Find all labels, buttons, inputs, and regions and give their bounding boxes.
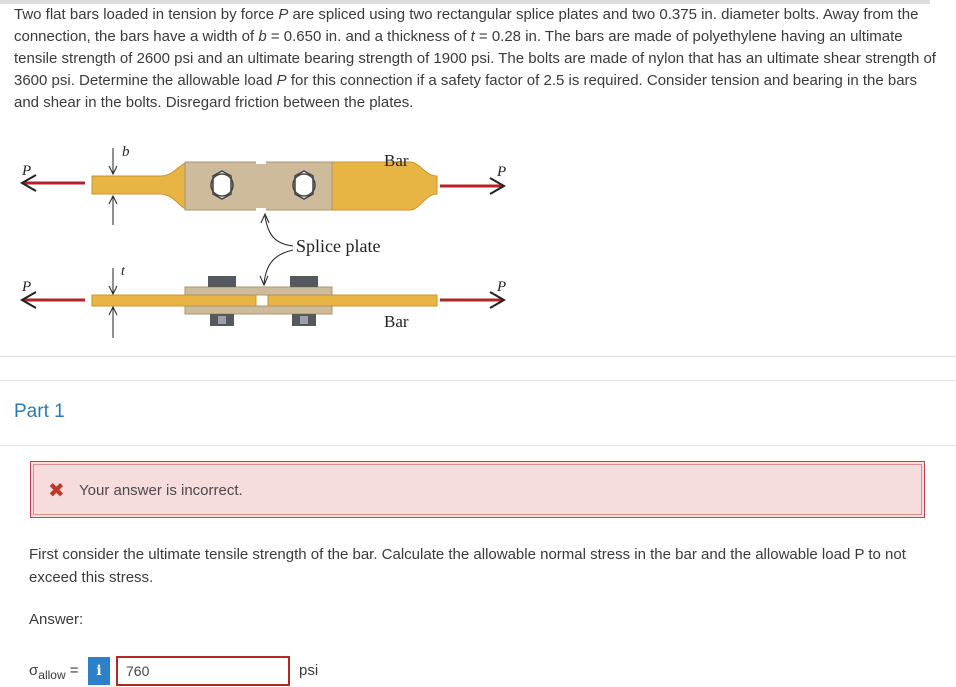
bolt-side-right-nut-hole bbox=[300, 316, 308, 324]
bolt-side-left-head bbox=[208, 276, 236, 287]
bar-side-left bbox=[92, 295, 256, 306]
leader-splice-up bbox=[265, 216, 293, 246]
section-divider bbox=[0, 356, 956, 357]
problem-var-b: b bbox=[258, 28, 267, 45]
part-header-top-border bbox=[0, 380, 956, 381]
bar-side-right bbox=[268, 295, 437, 306]
leader-splice-down bbox=[264, 250, 293, 284]
bar-gap bbox=[256, 158, 266, 164]
answer-input[interactable] bbox=[116, 656, 290, 686]
splice-plate-side-top bbox=[185, 287, 332, 295]
label-bar-bottom: Bar bbox=[384, 312, 409, 331]
alert-message: Your answer is incorrect. bbox=[79, 482, 243, 499]
info-icon[interactable]: i bbox=[88, 657, 110, 685]
problem-text-4: = 0.28 in. The bars are made of polyethylene having an ultimate tensile strength of 2600 psi and an ultimate bearing strength of 1900 psi. The bolts are made of nylon that has an ultimate shear strength of 3600 psi. Determine the allowable load bbox=[14, 28, 936, 89]
problem-text-2: are spliced using two rectangular splice plates and two 0.375 in. diameter bolts. Away from the connection, the bars have a width of bbox=[14, 6, 919, 45]
label-bar-top: Bar bbox=[384, 151, 409, 170]
label-b: b bbox=[122, 144, 130, 160]
problem-statement bbox=[14, 4, 939, 114]
part-header-bottom-border bbox=[0, 445, 956, 446]
label-p-right-bottom: P bbox=[497, 279, 507, 295]
problem-text-3: = 0.650 in. and a thickness of bbox=[266, 28, 471, 45]
sigma-symbol: σ bbox=[29, 662, 39, 679]
splice-plate-side-bottom bbox=[185, 306, 332, 314]
problem-var-t: t bbox=[470, 28, 475, 45]
problem-text-1: Two flat bars loaded in tension by force bbox=[14, 6, 279, 23]
part-title: Part 1 bbox=[14, 401, 65, 422]
sigma-allow-label bbox=[29, 662, 79, 682]
splice-connection-figure bbox=[0, 128, 956, 353]
label-splice-plate: Splice plate bbox=[296, 236, 381, 256]
incorrect-answer-alert bbox=[30, 461, 925, 518]
problem-text-5: for this connection if a safety factor of 2.5 is required. Consider tension and bearing in the bars and shear in the bolts. Disregard friction between the plates. bbox=[14, 72, 918, 111]
bolt-side-right-head bbox=[290, 276, 318, 287]
unit-label: psi bbox=[299, 662, 319, 679]
sigma-equals: = bbox=[65, 662, 79, 679]
label-p-left-top: P bbox=[22, 163, 32, 179]
label-p-right-top: P bbox=[497, 164, 507, 180]
hint-text: First consider the ultimate tensile strength of the bar. Calculate the allowable normal stress in the bar and the allowable load P to not exceed this stress. bbox=[29, 546, 906, 586]
bolt-side-left-nut-hole bbox=[218, 316, 226, 324]
close-x-icon: ✖ bbox=[48, 480, 65, 502]
answer-label: Answer: bbox=[29, 611, 84, 628]
sigma-subscript: allow bbox=[38, 668, 66, 682]
problem-var-p: P bbox=[278, 6, 289, 23]
label-p-left-bottom: P bbox=[22, 279, 32, 295]
label-t: t bbox=[121, 264, 125, 279]
problem-var-p2: P bbox=[276, 72, 287, 89]
bar-gap-bottom bbox=[256, 208, 266, 214]
